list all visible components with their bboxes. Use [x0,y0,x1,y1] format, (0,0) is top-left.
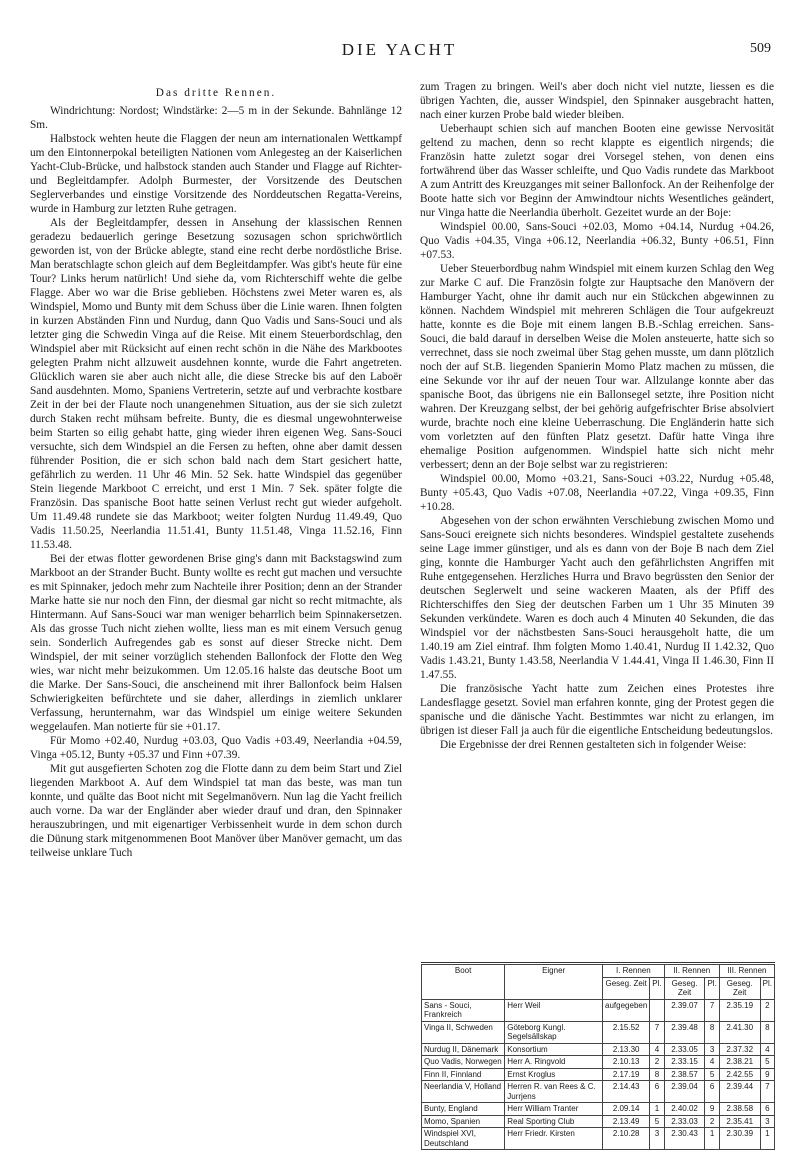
paragraph: Ueberhaupt schien sich auf manchen Booten eine gewisse Nervosität geltend zu machen, denn so recht klappte es eigentlich nirgends; die Französin hatte zuletzt sogar drei Vorsegel stehen, von denen eins fortwährend über das Wasser schleifte, und Quo Vadis rundete das Markboot A zum Antritt des Kreuzganges mit seiner Ballonfock. An der Reihenfolge der Boote hatte sich vor Beginn der Amwindtour nichts Wesentliches geändert, nur Vinga hatte die Neerlandia überholt. Gezeitet wurde an der Boje: [420,123,774,219]
table-cell: 2.10.13 [603,1056,650,1069]
table-cell: 2.39.04 [664,1081,705,1103]
paragraph: Ueber Steuerbordbug nahm Windspiel mit einem kurzen Schlag den Weg zur Marke C auf. Die Französin folgte zur Hauptsache den Manövern der Hamburger Yacht, ohne ihr damit auch nur ein Stückchen abgewinnen zu können. Nachdem Windspiel mit mehreren Schlägen die Tour aufgekreuzt hatte, konnte es die Boje mit einem langen B.B.-Schlag erreichen. Sans-Souci, die bald darauf in derselben Weise die Molen ansteuerte, hatte sich so verrechnet, dass sie noch zweimal über Stag gehen musste, um dann plötzlich noch der auf St.B. liegenden Spanierin Momo Platz machen zu müssen, die eine Sekunde vor ihr auf der neuen Tour war. Allzulange konnte aber das spanische Boot, das übrigens nie ein Ballonsegel setzte, ihre Position nicht wahren. Der Kreuzgang selbst, der bei gehörig aufgefrischter Brise absolviert wurde, brachte noch eine kleine Ueberraschung. Die Engländerin hatte sich vom vorletzten auf den fünften Platz gesetzt. Dafür hatte Vinga ihre ehemalige Position aufgenommen. Windspiel hatte sich nicht mehr verbessert; denn an der Boje selbst war zu registrieren: [420,263,774,471]
table-cell: 7 [650,1021,664,1043]
table-cell: Momo, Spanien [422,1115,505,1128]
table-cell: 2.33.15 [664,1056,705,1069]
table-cell: 9 [760,1068,774,1081]
table-cell: Göteborg Kungl. Segelsällskap [505,1021,603,1043]
table-cell: Bunty, England [422,1103,505,1116]
table-cell: aufgegeben [603,999,650,1021]
table-cell: 2.13.49 [603,1115,650,1128]
table-cell: 2.15.52 [603,1021,650,1043]
table-cell: Konsortium [505,1043,603,1056]
table-row [422,1056,775,1069]
table-cell: 2.40.02 [664,1103,705,1116]
table-cell: 2.33.03 [664,1115,705,1128]
table-cell: 2.37.32 [719,1043,760,1056]
table-cell [650,999,664,1021]
table-subheader-place: Pl. [705,977,719,999]
table-cell: Neerlandia V, Holland [422,1081,505,1103]
paragraph: Windspiel 00.00, Sans-Souci +02.03, Momo +04.14, Nurdug +04.26, Quo Vadis +04.35, Vinga +06.12, Neerlandia +06.32, Bunty +06.51, Finn +07.53. [420,221,774,261]
table-cell: 2.35.41 [719,1115,760,1128]
table-subheader-place: Pl. [760,977,774,999]
paragraph: zum Tragen zu bringen. Weil's aber doch nicht viel nutzte, liessen es die übrigen Yachten, die, ausser Windspiel, den Spinnaker ausgebracht hatten, nach einer kurzen Probe bald wieder bleiben. [420,81,774,121]
page-number: 509 [750,41,771,56]
table-cell: 3 [650,1128,664,1150]
table-cell: 2.39.48 [664,1021,705,1043]
table-cell: 2 [760,999,774,1021]
table-cell: 2.17.19 [603,1068,650,1081]
table-cell: 2 [705,1115,719,1128]
table-cell: 2.33.05 [664,1043,705,1056]
table-cell: 6 [650,1081,664,1103]
table-cell: Herr Friedr. Kirsten [505,1128,603,1150]
table-subheader-time: Geseg. Zeit [664,977,705,999]
table-row [422,999,775,1021]
table-cell: 2.38.57 [664,1068,705,1081]
table-cell: 2.38.21 [719,1056,760,1069]
paragraph: Die Ergebnisse der drei Rennen gestalteten sich in folgender Weise: [440,739,747,751]
table-row [422,1115,775,1128]
table-header-boot: Boot [422,965,505,1000]
table-cell: 5 [650,1115,664,1128]
table-cell: 2.13.30 [603,1043,650,1056]
table-cell: Herr Weil [505,999,603,1021]
paragraph: Die französische Yacht hatte zum Zeichen eines Protestes ihre Landesflagge gesetzt. Soviel man erfahren konnte, ging der Protest gegen die spanische und die dänische Yacht. Bestimmtes war nicht zu erlangen, im übrigen ist dieser Fall ja auch für die eigentliche Entscheidung bedeutungslos. [420,683,774,737]
table-subheader-time: Geseg. Zeit [603,977,650,999]
paragraph: Windspiel 00.00, Momo +03.21, Sans-Souci +03.22, Nurdug +05.48, Bunty +05.43, Quo Vadis +07.08, Neerlandia +07.22, Vinga +09.35, Finn +10.28. [420,473,774,513]
table-cell: 2.41.30 [719,1021,760,1043]
table-header-race-2: II. Rennen [664,965,719,978]
table-cell: Herr William Tranter [505,1103,603,1116]
table-cell: 9 [705,1103,719,1116]
table-cell: 2.30.43 [664,1128,705,1150]
table-cell: 2.39.44 [719,1081,760,1103]
table-cell: Sans - Souci, Frankreich [422,999,505,1021]
results-table [421,964,775,1150]
table-cell: 2.35.19 [719,999,760,1021]
table-cell: Vinga II, Schweden [422,1021,505,1043]
table-row [422,1103,775,1116]
table-header-race-1: I. Rennen [603,965,665,978]
table-cell: 2.10.28 [603,1128,650,1150]
section-heading: Das dritte Rennen. [155,87,277,99]
table-cell: 6 [705,1081,719,1103]
table-cell: 2.30.39 [719,1128,760,1150]
paragraph: Als der Begleitdampfer, dessen in Ansehung der klassischen Rennen geradezu bedauerlich geringe Besetzung sozusagen schon sprichwörtlich geworden ist, von der Brücke ablegte, stand eine recht derbe nordöstliche Brise. Man beratschlagte schon gleich auf dem Begleitdampfer. Was gibt's heute für eine Tour? Links herum natürlich! Und siehe da, vom Richterschiff wehte die gelbe Flagge. Aber wo war die Brise geblieben. Höchstens zwei Meter waren es, als Windspiel, Momo und Bunty mit dem Schuss über die Linie waren. Ihnen folgten in kurzen Abständen Finn und Nurdug, dann Quo Vadis und Sans-Souci und als letzter ging die Schwedin Vinga auf die Reise. Mit einem Steuerbordschlag, den Windspiel aber mit Rücksicht auf einen recht schön in die Nähe des Markbootes gelegten Prahm nicht allzuweit ausdehnen konnte, wurde die Fahrt angetreten. Glücklich waren sie aber auch nicht alle, die diese Strecke bis auf den Laboër Sand ausdehnten. Momo, Spaniens Vertreterin, setzte auf und verbrachte kostbare Zeit in der bei der Flaute noch unangenehmen Situation, aus der sie sich zuletzt durch Staken recht mühsam befreite. Bunty, die es diesmal ungewohnterweise beim Starten so eilig gehabt hatte, ging wieder ihren eigenen Weg. Sans-Souci versuchte, sich dem Windspiel an die Fersen zu heften, ohne aber damit dessen führender Position, die er sich schon bald nach dem Start gesichert hatte, gefährlich zu werden. 11 Uhr 46 Min. 52 Sek. hatte Windspiel das gegenüber Stein liegende Markboot C erreicht, und erst 1 Min. 7 Sek. später folgte die Französin. Das spanische Boot hatte seinen Verlust recht gut wieder aufgeholt. Um 11.49.48 rundete sie das Markboot; weiter folgten Nurdug 11.49.49, Quo Vadis 11.50.25, Neerlandia 11.51.41, Bunty 11.51.48, Vinga 11.52.16, Finn 11.53.48. [30,217,402,551]
running-header-title: DIE YACHT [341,40,458,59]
table-header-eigner: Eigner [505,965,603,1000]
paragraph: Halbstock wehten heute die Flaggen der neun am internationalen Wettkampf um den Eintonnerpokal beteiligten Nationen vom Anlegesteg an der Kaiserlichen Yacht-Club-Brücke, und halbstock standen auch Stander und Flagge auf Richter- und Begleitdampfer. Adolph Burmester, der Vorsitzende des Deutschen Seglerverbandes und einstige Vorsitzende des Norddeutschen Regatta-Vereins, wurde in Hamburg zur letzten Ruhe getragen. [30,133,402,215]
left-column [30,86,402,860]
table-cell: 2.39.07 [664,999,705,1021]
paragraph: Bei der etwas flotter gewordenen Brise ging's dann mit Backstagswind zum Markboot an der Strander Bucht. Bunty wollte es recht gut machen und versuchte es mit Spinnaker, jedoch mehr zum Nachteile ihrer Position; denn an der Strander Marke hatte sie nur noch den Finn, der diesmal gar nicht so recht mitmachte, als Hintermann. Auf Sans-Souci war man weniger beharrlich beim Spinnakersetzen. Als das grosse Tuch nicht ziehen wollte, liess man es mit einem Versuch genug sein. Sonderlich Aufregendes gab es sonst auf dieser Strecke nicht. Dem Windspiel, der mit seiner vorzüglich stehenden Ballonfock der Flotte den Weg wies, war nicht mehr beizukommen. Um 12.05.16 halste das deutsche Boot um die Marke. Der Sans-Souci, die anscheinend mit ihrer Ballonfock beim Halsen Schwierigkeiten befürchtete und sie daher, allerdings in ziemlich unklarer Verfassung, herunternahm, war das Windspiel um einige weitere Sekunden weggelaufen. Man notierte für sie +01.17. [30,553,402,733]
table-cell: 4 [650,1043,664,1056]
table-cell: Quo Vadis, Norwegen [422,1056,505,1069]
table-subheader-place: Pl. [650,977,664,999]
table-cell: Nurdug II, Dänemark [422,1043,505,1056]
table-cell: 7 [760,1081,774,1103]
table-cell: Herren R. van Rees & C. Jurrjens [505,1081,603,1103]
table-cell: 8 [705,1021,719,1043]
table-row [422,1128,775,1150]
table-cell: Ernst Kroglus [505,1068,603,1081]
paragraph: Mit gut ausgefierten Schoten zog die Flotte dann zu dem beim Start und Ziel liegenden Markboot A. Auf dem Windspiel tat man das beste, was man tun konnte, und quälte das Boot nicht mit Segelmanövern. Nun lag die Yacht freilich auch vorne. Da war der Engländer aber wieder drauf und dran, den Spinnaker herauszubringen, und mit eigenartiger Verbissenheit wurde in dem schon durch die Dünung stark mitgenommenen Boot Manöver über Manöver gemacht, um das teilweise unklare Tuch [30,763,402,859]
table-cell: 1 [650,1103,664,1116]
table-cell: 2.38.58 [719,1103,760,1116]
right-column [420,80,774,752]
table-row [422,1068,775,1081]
table-cell: 7 [705,999,719,1021]
table-cell: 1 [760,1128,774,1150]
table-cell: 3 [705,1043,719,1056]
table-cell: Finn II, Finnland [422,1068,505,1081]
table-cell: 4 [705,1056,719,1069]
table-cell: Windspiel XVI, Deutschland [422,1128,505,1150]
table-row [422,1021,775,1043]
table-cell: 1 [705,1128,719,1150]
table-cell: 2.42.55 [719,1068,760,1081]
table-cell: 5 [760,1056,774,1069]
paragraph: Windrichtung: Nordost; Windstärke: 2—5 m in der Sekunde. Bahnlänge 12 Sm. [30,105,402,131]
table-top-rule [421,962,775,963]
table-header-race-3: III. Rennen [719,965,774,978]
table-cell: Herr A. Ringvold [505,1056,603,1069]
table-cell: 8 [760,1021,774,1043]
table-cell: 2.14.43 [603,1081,650,1103]
table-cell: 5 [705,1068,719,1081]
table-cell: 8 [650,1068,664,1081]
paragraph: Abgesehen von der schon erwähnten Verschiebung zwischen Momo und Sans-Souci ereignete sich nichts besonderes. Windspiel gestaltete zusehends seine Lage immer günstiger, und als es dann von der Boje B nach dem Ziel ging, konnte die Hamburger Yacht auch den gefährlichsten Angriffen mit Ruhe entgegensehen. Herzliches Hurra und Bravo begrüssten den Senior der deutschen Seglerwelt und seine wackeren Maaten, als der Pfiff des Richterschiffes den Sieg der deutschen Farben um 1 Uhr 35 Minuten 39 Sekunden verkündete. Waren es doch auch 4 Minuten 40 Sekunden, die das Windspiel vor der nächstbesten Sans-Souci herausgeholt hatte, die um 1.40.19 am Ziel eintraf. Ihm folgten Momo 1.40.41, Nurdug II 1.42.32, Quo Vadis 1.43.21, Bunty 1.43.58, Neerlandia V 1.44.41, Vinga II 1.46.30, Finn II 1.47.55. [420,515,774,681]
table-subheader-time: Geseg. Zeit [719,977,760,999]
table-cell: 2.09.14 [603,1103,650,1116]
table-row [422,1043,775,1056]
table-cell: 2 [650,1056,664,1069]
table-cell: 4 [760,1043,774,1056]
table-cell: 6 [760,1103,774,1116]
table-row [422,1081,775,1103]
table-cell: Real Sporting Club [505,1115,603,1128]
paragraph: Für Momo +02.40, Nurdug +03.03, Quo Vadis +03.49, Neerlandia +04.59, Vinga +05.12, Bunty +05.37 und Finn +07.39. [30,735,402,761]
table-cell: 3 [760,1115,774,1128]
